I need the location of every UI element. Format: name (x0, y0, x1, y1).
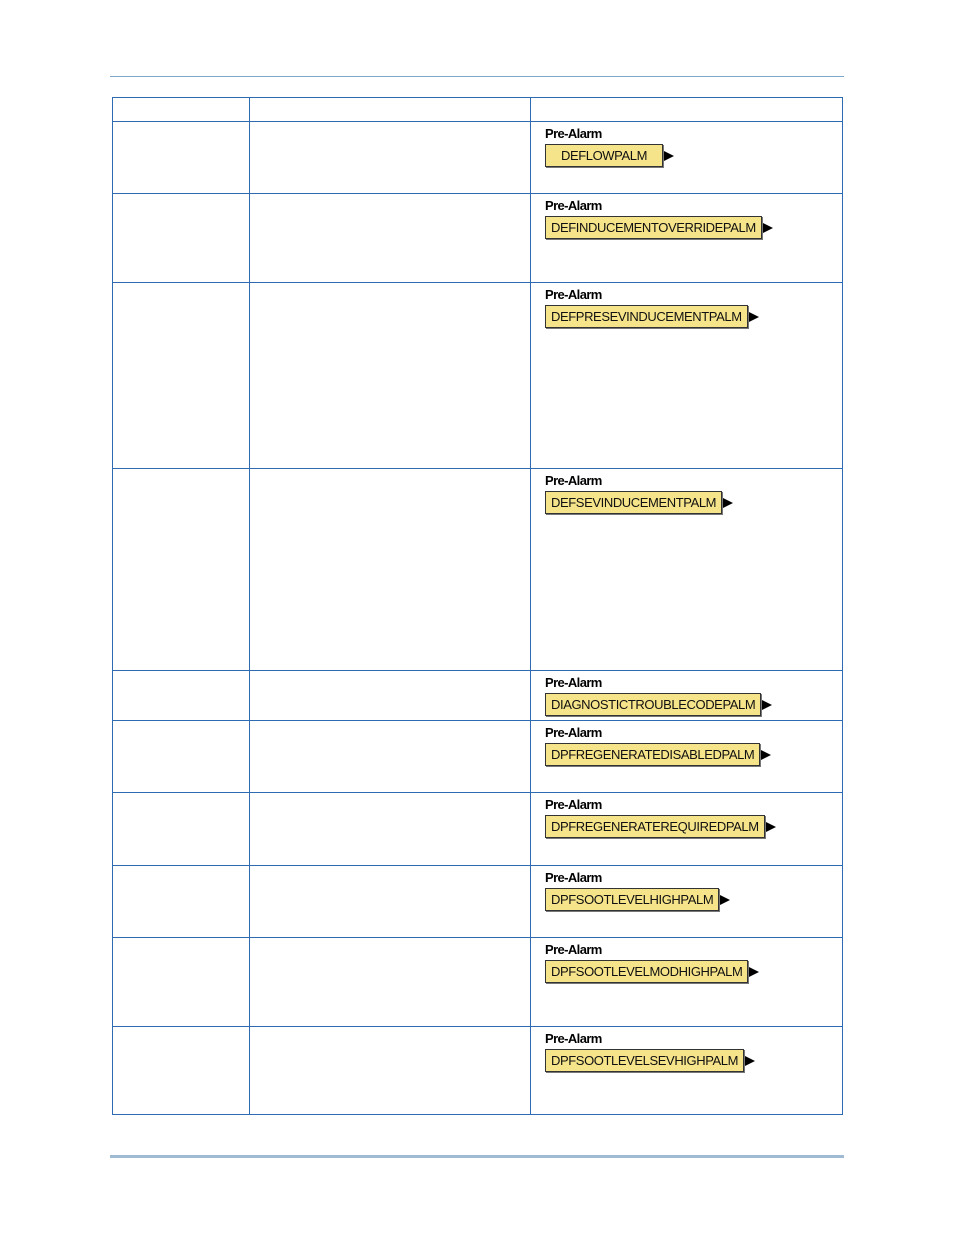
table-row (113, 671, 843, 721)
pre-alarm-caption: Pre-Alarm (545, 287, 602, 302)
logic-element-block (545, 144, 674, 167)
output-arrow-icon (761, 750, 771, 760)
logic-element-cell (531, 866, 843, 938)
description-cell (250, 671, 531, 721)
name-cell (113, 122, 250, 194)
logic-element-label: DEFPRESEVINDUCEMENTPALM (545, 305, 748, 328)
pre-alarm-caption: Pre-Alarm (545, 473, 602, 488)
logic-element-label: DIAGNOSTICTROUBLECODEPALM (545, 693, 761, 716)
pre-alarm-caption: Pre-Alarm (545, 1031, 602, 1046)
table-row (113, 194, 843, 283)
logic-element-block (545, 693, 772, 716)
output-arrow-icon (763, 223, 773, 233)
logic-element-block (545, 888, 730, 911)
output-arrow-icon (749, 312, 759, 322)
logic-element-cell (531, 721, 843, 793)
description-cell (250, 283, 531, 469)
description-cell (250, 866, 531, 938)
logic-element-block (545, 491, 733, 514)
logic-element-cell (531, 283, 843, 469)
description-cell (250, 721, 531, 793)
logic-element-cell (531, 793, 843, 866)
logic-element-cell (531, 122, 843, 194)
output-arrow-icon (766, 822, 776, 832)
logic-element-block (545, 1049, 755, 1072)
logic-element-block (545, 305, 759, 328)
logic-element-cell (531, 194, 843, 283)
output-arrow-icon (749, 967, 759, 977)
name-cell (113, 671, 250, 721)
table-row (113, 469, 843, 671)
logic-element-label: DPFSOOTLEVELHIGHPALM (545, 888, 719, 911)
description-cell (250, 793, 531, 866)
output-arrow-icon (723, 498, 733, 508)
logic-element-cell (531, 469, 843, 671)
table-row (113, 283, 843, 469)
description-cell (250, 194, 531, 283)
output-arrow-icon (762, 700, 772, 710)
name-cell (113, 793, 250, 866)
pre-alarm-caption: Pre-Alarm (545, 942, 602, 957)
name-cell (113, 721, 250, 793)
logic-element-block (545, 815, 776, 838)
name-cell (113, 866, 250, 938)
header-cell-logic-element (531, 98, 843, 122)
name-cell (113, 194, 250, 283)
logic-element-label: DPFREGENERATEREQUIREDPALM (545, 815, 765, 838)
table-row (113, 938, 843, 1027)
pre-alarm-caption: Pre-Alarm (545, 126, 602, 141)
name-cell (113, 469, 250, 671)
table-row (113, 122, 843, 194)
header-rule (110, 76, 844, 77)
description-cell (250, 122, 531, 194)
name-cell (113, 283, 250, 469)
pre-alarm-caption: Pre-Alarm (545, 198, 602, 213)
table-row (113, 1027, 843, 1115)
logic-element-label: DEFINDUCEMENTOVERRIDEPALM (545, 216, 762, 239)
footer-rule (110, 1155, 844, 1158)
output-arrow-icon (664, 151, 674, 161)
pre-alarm-caption: Pre-Alarm (545, 797, 602, 812)
table-row (113, 793, 843, 866)
pre-alarm-caption: Pre-Alarm (545, 870, 602, 885)
header-cell-description (250, 98, 531, 122)
output-arrow-icon (720, 895, 730, 905)
logic-element-table (112, 97, 843, 1115)
description-cell (250, 938, 531, 1027)
logic-element-cell (531, 1027, 843, 1115)
description-cell (250, 469, 531, 671)
logic-element-label: DPFREGENERATEDISABLEDPALM (545, 743, 760, 766)
description-cell (250, 1027, 531, 1115)
table-header-row (113, 98, 843, 122)
logic-element-label: DEFSEVINDUCEMENTPALM (545, 491, 722, 514)
pre-alarm-caption: Pre-Alarm (545, 725, 602, 740)
logic-element-cell (531, 671, 843, 721)
output-arrow-icon (745, 1056, 755, 1066)
header-cell-name (113, 98, 250, 122)
logic-element-block (545, 743, 771, 766)
logic-element-label: DPFSOOTLEVELSEVHIGHPALM (545, 1049, 744, 1072)
logic-element-block (545, 216, 773, 239)
logic-element-label: DEFLOWPALM (545, 144, 663, 167)
table-row (113, 866, 843, 938)
logic-element-block (545, 960, 759, 983)
name-cell (113, 938, 250, 1027)
name-cell (113, 1027, 250, 1115)
logic-element-label: DPFSOOTLEVELMODHIGHPALM (545, 960, 748, 983)
logic-element-cell (531, 938, 843, 1027)
table-row (113, 721, 843, 793)
pre-alarm-caption: Pre-Alarm (545, 675, 602, 690)
